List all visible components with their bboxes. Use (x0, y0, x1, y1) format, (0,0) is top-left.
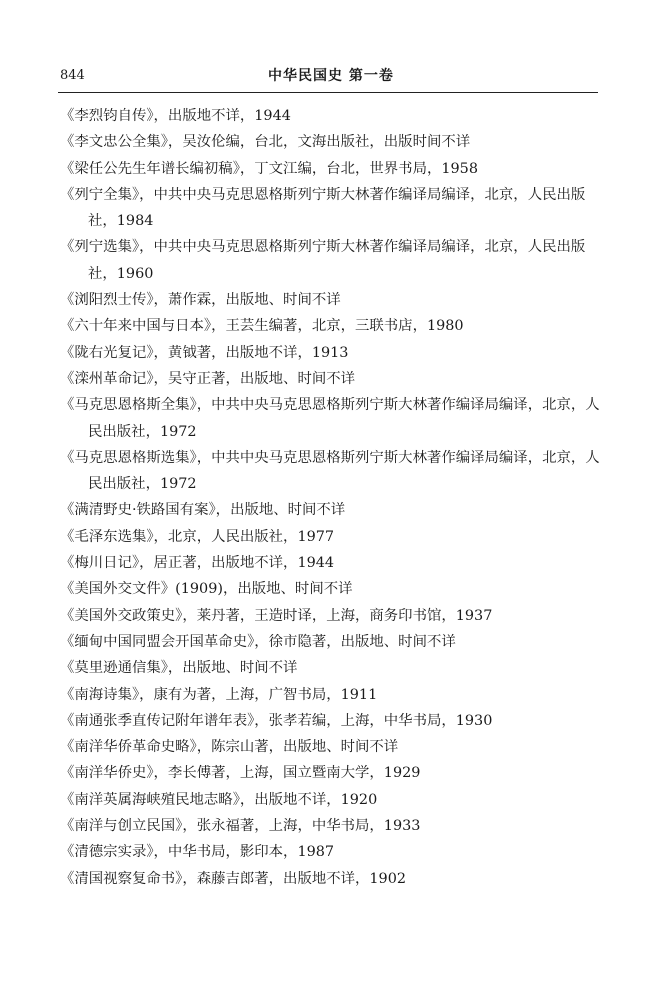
header-rule (58, 92, 598, 93)
bibliography-entry: 《南洋与创立民国》，张永福著，上海，中华书局，1933 (60, 818, 421, 835)
bibliography-entry: 《浏阳烈士传》，萧作霖，出版地、时间不详 (60, 292, 341, 309)
running-title: 中华民国史 第一卷 (268, 68, 394, 84)
bibliography-entry: 《滦州革命记》，吴守正著，出版地、时间不详 (60, 370, 356, 387)
bibliography-entry: 《马克思恩格斯选集》，中共中央马克思恩格斯列宁斯大林著作编译局编译，北京，人民出版社，1972 (60, 449, 600, 493)
bibliography-entry: 《南洋英属海峡殖民地志略》，出版地不详，1920 (60, 791, 378, 808)
bibliography-entry: 《梅川日记》，居正著，出版地不详，1944 (60, 555, 335, 572)
bibliography-entry: 《缅甸中国同盟会开国革命史》，徐市隐著，出版地、时间不详 (60, 633, 456, 650)
bibliography-list (60, 103, 600, 892)
page-number: 844 (60, 68, 85, 83)
bibliography-entry: 《南通张季直传记附年谱年表》，张孝若编，上海，中华书局，1930 (60, 712, 493, 729)
bibliography-entry: 《李烈钧自传》，出版地不详，1944 (60, 108, 291, 124)
bibliography-entry: 《梁任公先生年谱长编初稿》，丁文江编，台北，世界书局，1958 (60, 160, 478, 177)
bibliography-entry: 《满清野史·铁路国有案》，出版地、时间不详 (60, 502, 346, 519)
bibliography-entry: 《南海诗集》，康有为著，上海，广智书局，1911 (60, 686, 378, 703)
bibliography-entry: 《南洋华侨革命史略》，陈宗山著，出版地、时间不详 (60, 739, 399, 756)
bibliography-entry: 《南洋华侨史》，李长傅著，上海，国立暨南大学，1929 (60, 765, 421, 782)
bibliography-entry: 《清国视察复命书》，森藤吉郎著，出版地不详，1902 (60, 870, 407, 887)
bibliography-entry: 《美国外交文件》(1909)，出版地、时间不详 (60, 581, 353, 598)
bibliography-entry: 《陇右光复记》，黄钺著，出版地不详，1913 (60, 344, 349, 361)
bibliography-entry: 《美国外交政策史》，莱丹著，王造时译，上海，商务印书馆，1937 (60, 607, 493, 624)
bibliography-entry: 《毛泽东选集》，北京，人民出版社，1977 (60, 528, 335, 545)
bibliography-entry: 《列宁全集》，中共中央马克思恩格斯列宁斯大林著作编译局编译，北京，人民出版社，1984 (60, 186, 586, 230)
bibliography-entry: 《清德宗实录》，中华书局，影印本，1987 (60, 844, 335, 861)
bibliography-entry: 《李文忠公全集》，吴汝伦编，台北，文海出版社，出版时间不详 (60, 134, 471, 151)
bibliography-entry: 《六十年来中国与日本》，王芸生编著，北京，三联书店，1980 (60, 318, 464, 335)
page-header (60, 66, 600, 90)
bibliography-entry: 《莫里逊通信集》，出版地、时间不详 (60, 660, 298, 677)
bibliography-entry: 《马克思恩格斯全集》，中共中央马克思恩格斯列宁斯大林著作编译局编译，北京，人民出版社，1972 (60, 397, 600, 440)
bibliography-entry: 《列宁选集》，中共中央马克思恩格斯列宁斯大林著作编译局编译，北京，人民出版社，1960 (60, 239, 586, 282)
